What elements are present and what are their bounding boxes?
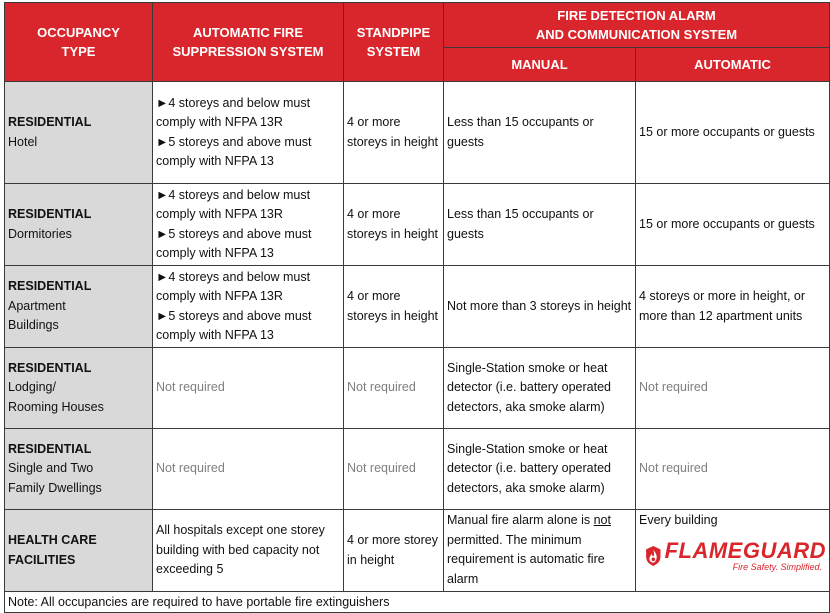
occupancy-subtype: Hotel [8,134,38,149]
suppression-cell: ►4 storeys and below must comply with NFPA 13R ►5 storeys and above must comply with NFPA 13 [153,184,344,266]
standpipe-cell: 4 or more storey in height [344,510,444,592]
table-row [5,348,830,429]
occupancy-subtype: Dormitories [8,226,72,241]
occupancy-cell [5,82,153,184]
standpipe-cell: Not required [344,348,444,429]
logo-tagline: Fire Safety. Simplified. [732,561,823,572]
flame-shield-icon [645,537,662,575]
manual-cell [444,510,636,592]
manual-cell: Single-Station smoke or heat detector (i.e. battery operated detectors, aka smoke alarm) [444,429,636,510]
occupancy-subtype: Lodging/ Rooming Houses [8,380,104,414]
automatic-cell: 15 or more occupants or guests [636,82,830,184]
occupancy-category: RESIDENTIAL [8,207,92,221]
standpipe-cell: 4 or more storeys in height [344,184,444,266]
flameguard-logo [645,537,826,575]
manual-cell: Less than 15 occupants or guests [444,82,636,184]
occupancy-requirements-table [4,2,830,613]
manual-cell: Single-Station smoke or heat detector (i.e. battery operated detectors, aka smoke alarm) [444,348,636,429]
manual-text-before: Manual fire alarm alone is [447,513,594,527]
header-fdas: FIRE DETECTION ALARM AND COMMUNICATION SYSTEM [444,3,830,48]
logo-name: FLAMEGUARD [664,537,827,563]
table-row [5,184,830,266]
occupancy-subtype: Apartment Buildings [8,298,66,333]
occupancy-category: RESIDENTIAL [8,360,92,375]
table-row [5,266,830,348]
suppression-cell: ►4 storeys and below must comply with NFPA 13R ►5 storeys and above must comply with NFPA 13 [153,266,344,348]
automatic-cell: Not required [636,348,830,429]
header-occupancy-type: OCCUPANCY TYPE [5,3,153,82]
manual-cell: Less than 15 occupants or guests [444,184,636,266]
suppression-cell: Not required [153,429,344,510]
occupancy-subtype: Single and Two Family Dwellings [8,461,102,495]
table-row [5,82,830,184]
automatic-cell: 15 or more occupants or guests [636,184,830,266]
occupancy-cell [5,429,153,510]
table-row [5,510,830,592]
occupancy-category: RESIDENTIAL [8,115,92,129]
automatic-cell: 4 storeys or more in height, or more than 12 apartment units [636,266,830,348]
header-suppression: AUTOMATIC FIRE SUPPRESSION SYSTEM [153,3,344,82]
manual-cell: Not more than 3 storeys in height [444,266,636,348]
occupancy-cell [5,510,153,592]
occupancy-cell [5,348,153,429]
automatic-cell [636,510,830,592]
suppression-cell: ►4 storeys and below must comply with NFPA 13R ►5 storeys and above must comply with NFPA 13 [153,82,344,184]
header-standpipe: STANDPIPE SYSTEM [344,3,444,82]
suppression-cell: Not required [153,348,344,429]
occupancy-category: HEALTH CARE FACILITIES [8,533,97,567]
manual-text-after: permitted. The minimum requirement is automatic fire alarm [447,532,605,586]
note-row [5,592,830,613]
automatic-cell: Not required [636,429,830,510]
manual-text-underlined: not [593,513,611,527]
standpipe-cell: 4 or more storeys in height [344,82,444,184]
occupancy-cell [5,266,153,348]
standpipe-cell: 4 or more storeys in height [344,266,444,348]
header-automatic: AUTOMATIC [636,48,830,82]
occupancy-category: RESIDENTIAL [8,441,92,456]
header-manual: MANUAL [444,48,636,82]
note-text: Note: All occupancies are required to have portable fire extinguishers [5,592,830,613]
suppression-cell: All hospitals except one storey building with bed capacity not exceeding 5 [153,510,344,592]
occupancy-cell [5,184,153,266]
table-row [5,429,830,510]
automatic-text: Every building [639,513,718,527]
occupancy-category: RESIDENTIAL [8,279,92,294]
standpipe-cell: Not required [344,429,444,510]
